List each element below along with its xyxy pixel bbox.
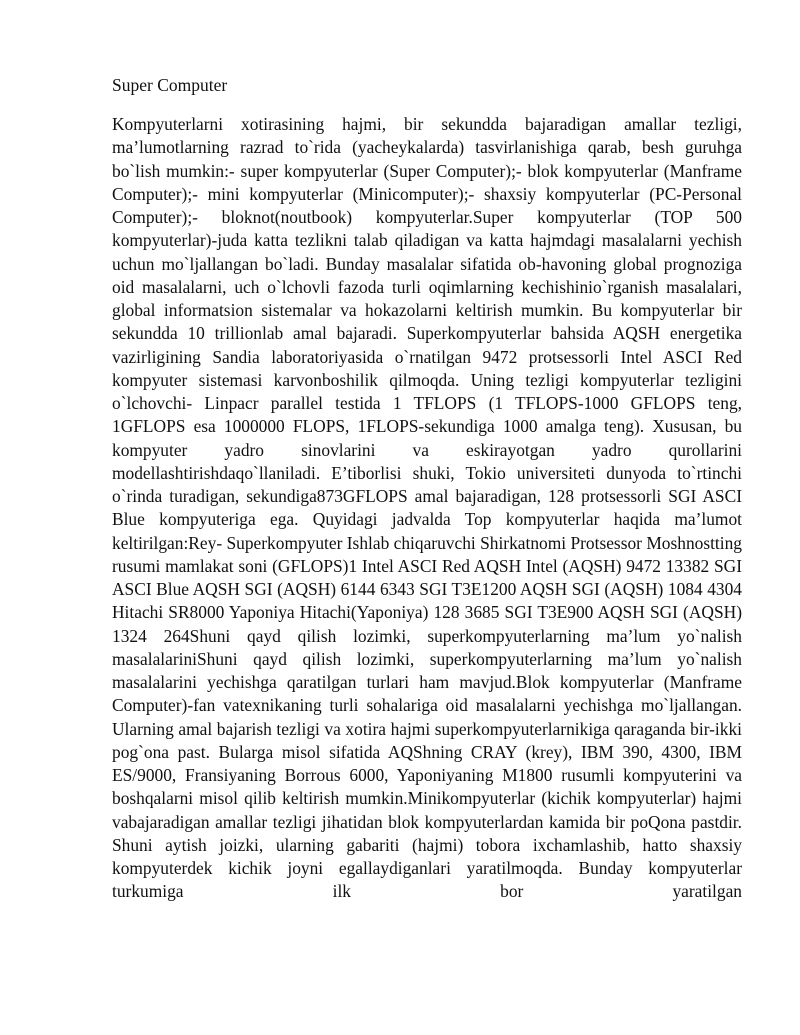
document-title: Super Computer	[112, 75, 228, 95]
document-body-paragraph: Kompyuterlarni xotirasining hajmi, bir sekundda bajaradigan amallar tezligi, ma’lumotlarning razrad to`rida (yacheykalarda) tasvirlanishiga qarab, besh guruhga bo`lish mumkin:- super kompyuterlar (Super Computer);- blok kompyuterlar (Manframe Computer);- mini kompyuterlar (Minicomputer);- shaxsiy kompyuterlar (PC-Personal Computer);- bloknot(noutbook) kompyuterlar.Super kompyuterlar (TOP 500 kompyuterlar)-juda katta tezlikni talab qiladigan va katta hajmdagi masalalarni yechish uchun mo`ljallangan bo`ladi. Bunday masalalar sifatida ob-havoning global prognoziga oid masalalarni, uch o`lchovli fazoda turli oqimlarning kechishinio`rganish masalalari, global informatsion sistemalar va hokazolarni keltirish mumkin. Bu kompyuterlar bir sekundda 10 trillionlab amal bajaradi. Superkompyuterlar bahsida AQSH energetika vazirligining Sandia laboratoriyasida o`rnatilgan 9472 protsessorli Intel ASCI Red kompyuter sistemasi karvonboshilik qilmoqda. Uning tezligi kompyuterlar tezligini o`lchovchi- Linpacr parallel testida 1 TFLOPS (1 TFLOPS-1000 GFLOPS teng, 1GFLOPS esa 1000000 FLOPS, 1FLOPS-sekundiga 1000 amalga teng). Xususan, bu kompyuter yadro sinovlarini va eskirayotgan yadro qurollarini modellashtirishdaqo`llaniladi. E’tiborlisi shuki, Tokio universiteti dunyoda to`rtinchi o`rinda turadigan, sekundiga873GFLOPS amal bajaradigan, 128 protsessorli SGI ASCI Blue kompyuteriga ega. Quyidagi jadvalda Top kompyuterlar haqida ma’lumot keltirilgan:Rey- Superkompyuter Ishlab chiqaruvchi Shirkatnomi Protsessor Moshnostting rusumi mamlakat soni (GFLOPS)1 Intel ASCI Red AQSH Intel (AQSH) 9472 13382 SGI ASCI Blue AQSH SGI (AQSH) 6144 6343 SGI T3E1200 AQSH SGI (AQSH) 1084 4304 Hitachi SR8000 Yaponiya Hitachi(Yaponiya) 128 3685 SGI T3E900 AQSH SGI (AQSH) 1324 264Shuni qayd qilish lozimki, superkompyuterlarning ma’lum yo`nalish masalalariniShuni qayd qilish lozimki, superkompyuterlarning ma’lum yo`nalish masalalarini yechishga qaratilgan turlari ham mavjud.Blok kompyuterlar (Manframe Computer)-fan vatexnikaning turli sohalariga oid masalalarni yechishga mo`ljallangan. Ularning amal bajarish tezligi va xotira hajmi superkompyuterlarnikiga qaraganda bir-ikki pog`ona past. Bularga misol sifatida AQShning CRAY (krey), IBM 390, 4300, IBM ES/9000, Fransiyaning Borrous 6000, Yaponiyaning M1800 rusumli kompyuterini va boshqalarni misol qilib keltirish mumkin.Minikompyuterlar (kichik kompyuterlar) hajmi vabajaradigan amallar tezligi jihatidan blok kompyuterlardan kamida bir poQona pastdir. Shuni aytish joizki, ularning gabariti (hajmi) tobora ixchamlashib, hatto shaxsiy kompyuterdek kichik joyni egallaydiganlari yaratilmoqda. Bunday kompyuterlar turkumiga ilk bor yaratilgan	[112, 114, 742, 902]
